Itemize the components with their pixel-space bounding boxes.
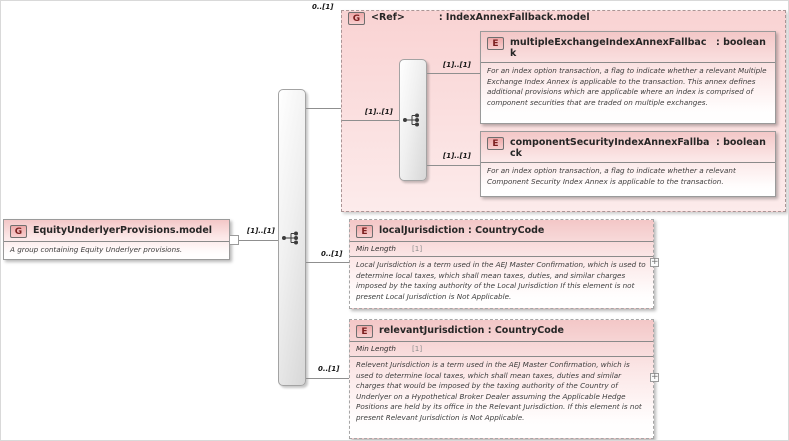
occurrence-label: [1]..[1] (365, 108, 393, 116)
facet-row (350, 342, 653, 357)
facet-value: [1] (411, 244, 423, 253)
node-annotation: For an index option transaction, a flag to indicate whether a relevant Multiple Exchange Index Annex is applicable to the transaction. This annex defines additional provisions which are applicable where an index is comprised of component securities that are traded on multiple exchanges. (487, 66, 767, 107)
occurrence-label: 0..[1] (312, 3, 334, 11)
node-title: localJurisdiction : CountryCode (379, 225, 545, 236)
facet-name: Min Length (356, 244, 396, 253)
node-header (481, 132, 775, 163)
connector-line (306, 262, 349, 263)
node-title (510, 137, 766, 159)
sequence-connector (399, 59, 427, 181)
connector-line (427, 73, 481, 74)
group-node-equity-underlyer-provisions[interactable] (3, 219, 230, 260)
connector-line (427, 165, 481, 166)
ref-group-header[interactable] (348, 12, 590, 25)
facet-value: [1] (411, 344, 423, 353)
element-icon: E (487, 37, 504, 50)
element-name: multipleExchangeIndexAnnexFallback (510, 37, 707, 59)
node-title: relevantJurisdiction : CountryCode (379, 325, 565, 336)
sequence-icon (281, 230, 303, 246)
occurrence-label: 0..[1] (321, 250, 343, 258)
node-annotation: For an index option transaction, a flag to indicate whether a relevant Component Security Index Annex is applicable to the transaction. (487, 166, 736, 186)
element-node-relevant-jurisdiction[interactable] (349, 319, 654, 439)
facet-row (350, 242, 653, 257)
expand-button[interactable]: + (651, 257, 659, 267)
element-icon: E (356, 325, 373, 338)
connector-line (239, 240, 278, 241)
element-node-component-security-index-annex-fallback[interactable] (480, 131, 776, 197)
collapse-handle[interactable] (229, 235, 239, 245)
element-name: componentSecurityIndexAnnexFallback (510, 137, 710, 159)
sequence-connector (278, 89, 306, 386)
facet-name: Min Length (356, 344, 396, 353)
node-header (4, 220, 229, 242)
node-header (350, 320, 653, 342)
element-type: : boolean (716, 137, 766, 148)
node-title: EquityUnderlyerProvisions.model (33, 225, 213, 236)
occurrence-label: [1]..[1] (443, 61, 471, 69)
element-node-multiple-exchange-index-annex-fallback[interactable] (480, 31, 776, 124)
connector-line (342, 120, 400, 121)
element-type: : boolean (716, 37, 766, 48)
node-title (510, 37, 766, 59)
node-annotation: Local Jurisdiction is a term used in the AEJ Master Confirmation, which is used to determine local taxes, which shall mean taxes, duties, and similar charges imposed by the taxing authority of the Local Jurisdiction If this element is not present Local Jurisdiction is Not Applicable. (356, 260, 646, 301)
ref-type-label: : IndexAnnexFallback.model (438, 12, 590, 23)
group-icon: G (348, 12, 365, 25)
node-header (350, 220, 653, 242)
occurrence-label: [1]..[1] (247, 227, 275, 235)
ref-label: <Ref> (371, 12, 405, 23)
connector-line (306, 378, 349, 379)
element-node-local-jurisdiction[interactable] (349, 219, 654, 309)
group-icon: G (10, 225, 27, 238)
element-icon: E (487, 137, 504, 150)
node-annotation: Relevent Jurisdiction is a term used in the AEJ Master Confirmation, which is used to determine local taxes, which shall mean taxes, duties and similar charges that would be imposed by the taxing authority of the Country of Underlyer on a Hypothetical Broker Dealer assuming the Applicable Hedge Positions are held by its office in the Relevant Jurisdiction. If this element is not present Relevant Jurisdiction is Not Applicable. (356, 360, 642, 422)
expand-button[interactable]: + (651, 372, 659, 382)
node-header (481, 32, 775, 63)
occurrence-label: 0..[1] (318, 365, 340, 373)
element-icon: E (356, 225, 373, 238)
occurrence-label: [1]..[1] (443, 152, 471, 160)
node-annotation: A group containing Equity Underlyer provisions. (10, 245, 183, 254)
sequence-icon (402, 112, 424, 128)
